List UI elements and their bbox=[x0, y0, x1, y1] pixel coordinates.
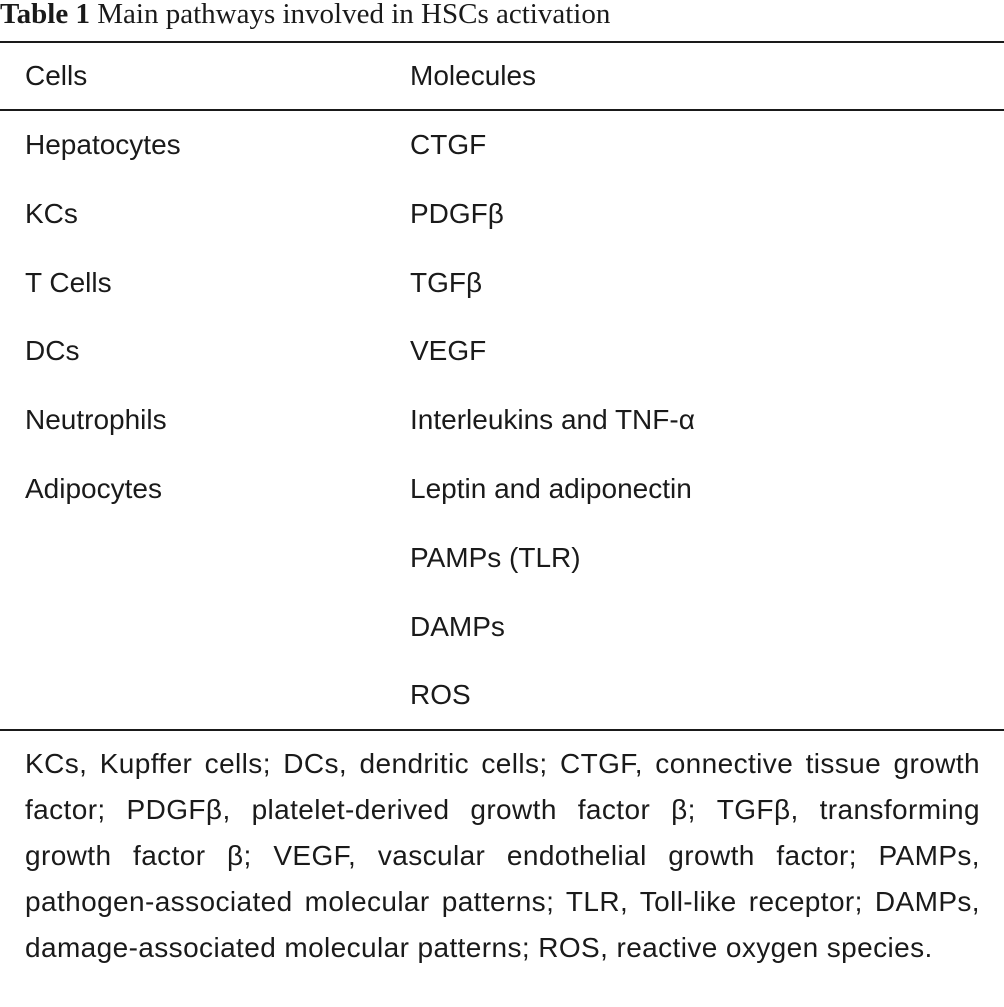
molecule-row: Interleukins and TNF-α bbox=[410, 404, 695, 435]
cell-row: Adipocytes bbox=[25, 473, 162, 504]
molecule-row: ROS bbox=[410, 679, 471, 710]
molecule-row: PAMPs (TLR) bbox=[410, 542, 581, 573]
top-rule bbox=[0, 41, 1004, 43]
table-caption-text: Main pathways involved in HSCs activation bbox=[97, 0, 611, 30]
molecule-row: DAMPs bbox=[410, 611, 505, 642]
table-footnote: KCs, Kupffer cells; DCs, dendritic cells; CTGF, connective tissue growth factor; PDGFβ, platelet-derived growth factor β; TGFβ, transforming growth factor β; VEGF, vascular endothelial growth factor; PAMPs, pathogen-associated molecular patterns; TLR, Toll-like receptor; DAMPs, damage-associated molecular patterns; ROS, reactive oxygen species. bbox=[25, 748, 980, 963]
molecule-row: TGFβ bbox=[410, 267, 483, 298]
table-caption-label: Table 1 bbox=[0, 0, 90, 30]
cell-row: KCs bbox=[25, 198, 78, 229]
molecule-row: Leptin and adiponectin bbox=[410, 473, 692, 504]
cell-row: T Cells bbox=[25, 267, 112, 298]
header-molecules: Molecules bbox=[410, 60, 537, 91]
cell-row: Neutrophils bbox=[25, 404, 167, 435]
cell-row: DCs bbox=[25, 335, 80, 366]
molecule-row: CTGF bbox=[410, 129, 487, 160]
table-caption bbox=[0, 0, 610, 34]
cell-row: Hepatocytes bbox=[25, 129, 181, 160]
header-rule bbox=[0, 109, 1004, 111]
bottom-rule bbox=[0, 729, 1004, 731]
header-cells: Cells bbox=[25, 60, 88, 91]
molecule-row: VEGF bbox=[410, 335, 487, 366]
molecule-row: PDGFβ bbox=[410, 198, 504, 229]
